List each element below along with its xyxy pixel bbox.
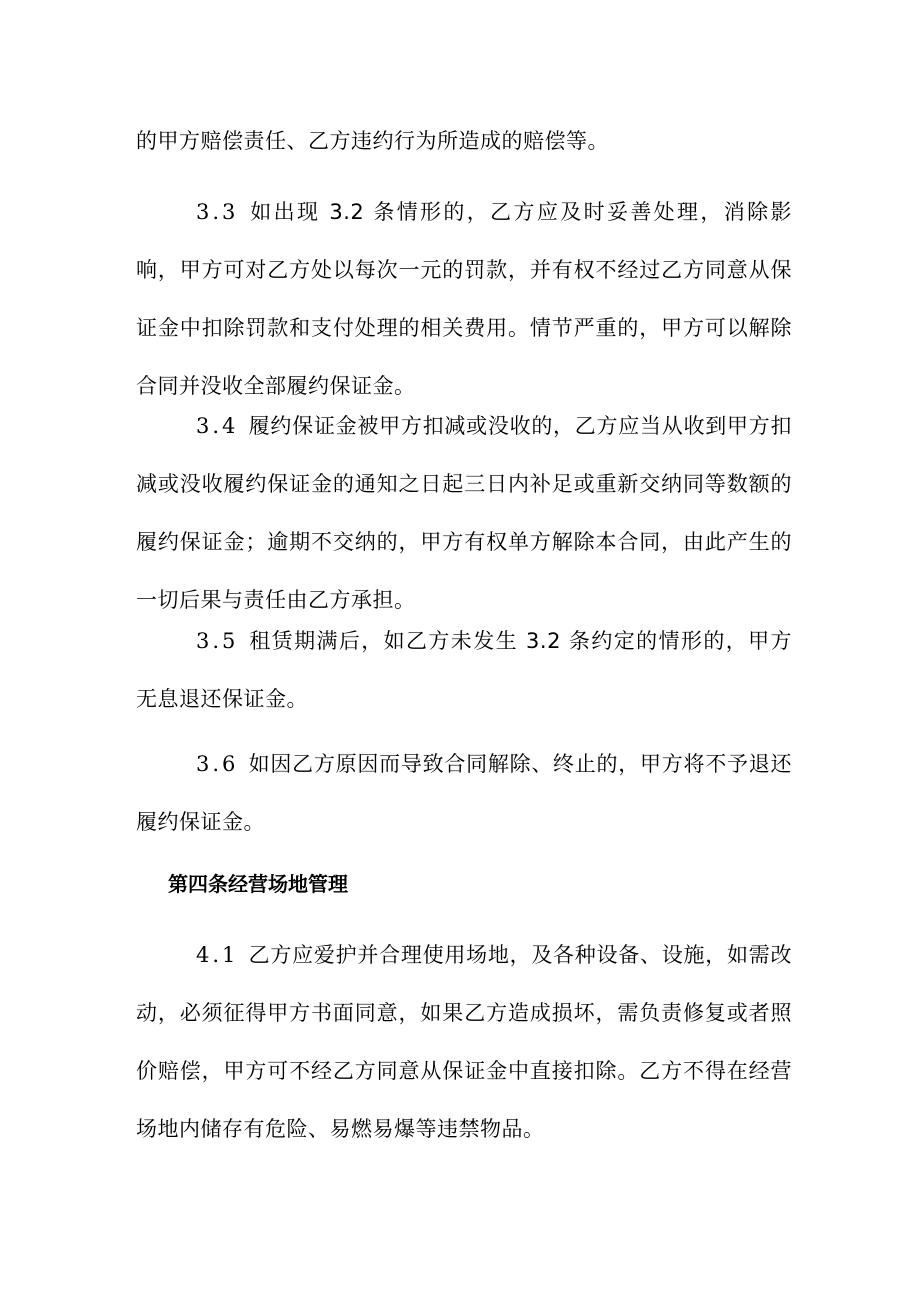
clause-3-3 <box>136 183 792 415</box>
clause-number: 3.3 <box>196 200 239 224</box>
paragraph-text: 的甲方赔偿责任、乙方违约行为所造成的赔偿等。 <box>136 129 609 153</box>
clause-3-4 <box>136 397 792 629</box>
clause-number: 3.6 <box>196 752 239 776</box>
paragraph-continuation <box>136 112 792 170</box>
clause-3-6 <box>136 735 792 851</box>
clause-text: 如因乙方原因而导致合同解除、终止的，甲方将不予退还履约保证金。 <box>136 752 792 834</box>
clause-text: 履约保证金被甲方扣减或没收的，乙方应当从收到甲方扣减或没收履约保证金的通知之日起三日内补足或重新交纳同等数额的履约保证金；逾期不交纳的，甲方有权单方解除本合同，由此产生的一切后果与责任由乙方承担。 <box>136 414 792 612</box>
clause-text: 租赁期满后，如乙方未发生 3.2 条约定的情形的，甲方无息退还保证金。 <box>136 629 792 711</box>
clause-3-5 <box>136 612 792 728</box>
clause-4-1 <box>136 926 792 1158</box>
section-heading: 第四条经营场地管理 <box>168 872 348 896</box>
clause-number: 4.1 <box>196 943 239 967</box>
clause-number: 3.5 <box>196 629 239 653</box>
clause-number: 3.4 <box>196 414 239 438</box>
clause-text: 如出现 3.2 条情形的，乙方应及时妥善处理，消除影响，甲方可对乙方处以每次一元的罚款，并有权不经过乙方同意从保证金中扣除罚款和支付处理的相关费用。情节严重的，甲方可以解除合同并没收全部履约保证金。 <box>136 200 792 398</box>
clause-text: 乙方应爱护并合理使用场地，及各种设备、设施，如需改动，必须征得甲方书面同意，如果乙方造成损坏，需负责修复或者照价赔偿，甲方可不经乙方同意从保证金中直接扣除。乙方不得在经营场地内储存有危险、易燃易爆等违禁物品。 <box>136 943 792 1141</box>
